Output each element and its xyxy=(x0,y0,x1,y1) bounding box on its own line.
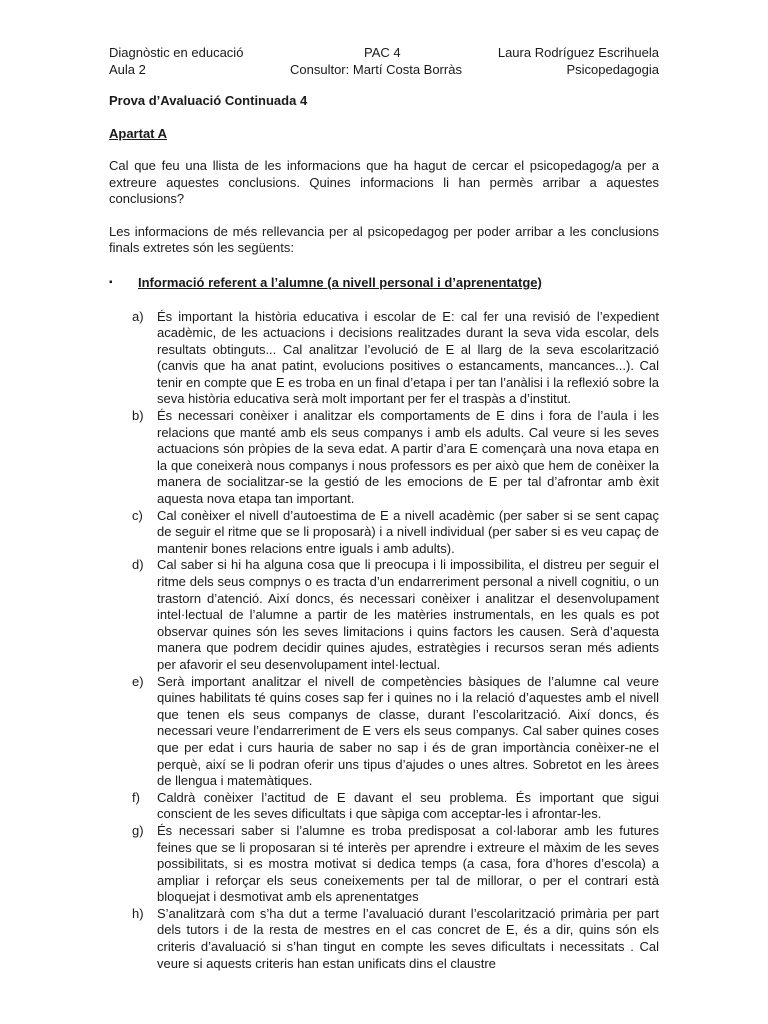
list-item-text: És important la història educativa i escolar de E: cal fer una revisió de l’expedient acadèmic, de les actuacions i decisions realitzades durant la seva vida escolar, dels resultats obtinguts... Cal analitzar l’evolució de E al llarg de la seva escolarització (canvis que ha anat patint, evolucions positives o estancaments, mancances...). Cal tenir en compte que E es troba en un final d’etapa i per tan l’anàlisi i la reflexió sobre la seva història educativa serà molt important per fer el traspàs a d’institut. xyxy=(157,308,659,407)
list-item xyxy=(109,309,659,409)
header-classroom: Aula 2 xyxy=(109,62,146,77)
list-item-text: Serà important analitzar el nivell de competències bàsiques de l’alumne cal veure quines habilitats té quins coses sap fer i quines no i la relació d’aquestes amb el nivell que tenen els seus companys de classe, durant l’escolarització. Així doncs, és necessari veure l’endarreriment de E vers els seus companys. Cal saber quines coses que per edat i curs hauria de saber no sap i és de gran importància conèixer-ne el perquè, així se li podran oferir uns tipus d’ajudes o unes altres. Sobretot en les àrees de llengua i matemàtiques. xyxy=(157,673,659,789)
header-course: Diagnòstic en educació xyxy=(109,45,244,60)
list-item-letter: g) xyxy=(132,822,144,838)
header-row-1 xyxy=(109,44,659,61)
question-paragraph: Cal que feu una llista de les informacions que ha hagut de cercar el psicopedagog/a per a extreure aquestes conclusions. Quines informacions li han permès arribar a aquestes conclusions? xyxy=(109,158,659,206)
list-item-text: És necessari saber si l’alumne es troba predisposat a col·laborar amb les futures feines que se li proposaran si té interès per aprendre i extreure el màxim de les seves possibilitats, si es mostra motivat si dedica temps (a casa, fora d’hores d’escola) a ampliar i reforçar els seus coneixements per tal de millorar, o per el contrari està bloquejat i desmotivat amb els aprenentatges xyxy=(157,822,659,905)
bullet-heading-text: Informació referent a l’alumne (a nivell personal i d’aprenentatge) xyxy=(138,274,542,290)
list-item-text: Cal saber si hi ha alguna cosa que li preocupa i li impossibilita, el distreu per seguir el ritme dels seus compnys o es tracta d’un endarreriment personal a nivell cognitiu, o un trastorn d’atenció. Així doncs, és necessari conèixer i analitzar el desenvolupament intel·lectual de l’alumne a partir de les matèries instrumentals, en les quals es pot observar quines són les seves limitacions i quins factors les causen. Serà d’aquesta manera que podrem decidir quines ajudes, estratègies i recursos seran més adients per afavorir el seu desenvolupament intel·lectual. xyxy=(157,557,659,672)
list-item-text: S’analitzarà com s’ha dut a terme l’avaluació durant l’escolarització primària per part dels tutors i de la resta de mestres en el cas concret de E, és a dir, quins són els criteris d’avaluació si s’han tingut en compte les seves dificultats i necessitats . Cal veure si aquests criteris han estan unificats dins el claustre xyxy=(157,905,659,971)
list-item xyxy=(109,557,659,673)
info-list xyxy=(109,309,659,973)
list-item xyxy=(109,408,659,508)
header-program: Psicopedagogia xyxy=(566,62,659,77)
list-item xyxy=(109,508,659,558)
section-heading: Apartat A xyxy=(109,126,168,141)
list-item-text: Caldrà conèixer l’actitud de E davant el seu problema. És important que sigui conscient de les seves dificultats i que sàpiga com acceptar-les i afrontar-les. xyxy=(157,789,659,822)
list-item-letter: a) xyxy=(132,308,144,324)
list-item-letter: f) xyxy=(132,789,140,805)
header-row-2 xyxy=(109,61,659,78)
list-item xyxy=(109,674,659,790)
square-bullet-icon: ▪ xyxy=(109,276,113,288)
document-title: Prova d’Avaluació Continuada 4 xyxy=(109,93,308,108)
list-item-text: És necessari conèixer i analitzar els comportaments de E dins i fora de l’aula i les relacions que manté amb els seus companys i amb els adults. Cal veure si les seves actuacions són pròpies de la seva edat. A partir d’ara E començarà una nova etapa en la que coneixerà nous companys i nous professors es per això que hem de conèixer la manera de socialitzar-se la gestió de les emocions de E per tal d’afrontar amb èxit aquesta nova etapa tan important. xyxy=(157,408,659,507)
header-assignment: PAC 4 xyxy=(364,45,401,60)
intro-paragraph: Les informacions de més rellevancia per al psicopedagog per poder arribar a les conclusions finals extretes són les següents: xyxy=(109,223,659,255)
list-item-text: Cal conèixer el nivell d’autoestima de E a nivell acadèmic (per saber si se sent capaç de seguir el ritme que se li proposarà) i a nivell individual (per saber si es veu capaç de mantenir bones relacions entre iguals i amb adults). xyxy=(157,507,659,556)
list-item-letter: h) xyxy=(132,905,144,921)
list-item-letter: e) xyxy=(132,673,144,689)
document-page xyxy=(109,44,659,972)
bullet-heading xyxy=(109,274,659,291)
header-consultant: Consultor: Martí Costa Borràs xyxy=(290,62,462,77)
list-item xyxy=(109,823,659,906)
header-author: Laura Rodríguez Escrihuela xyxy=(497,45,659,60)
list-item xyxy=(109,906,659,972)
list-item xyxy=(109,790,659,823)
list-item-letter: d) xyxy=(132,557,144,573)
list-item-letter: c) xyxy=(132,507,143,523)
list-item-letter: b) xyxy=(132,408,144,424)
